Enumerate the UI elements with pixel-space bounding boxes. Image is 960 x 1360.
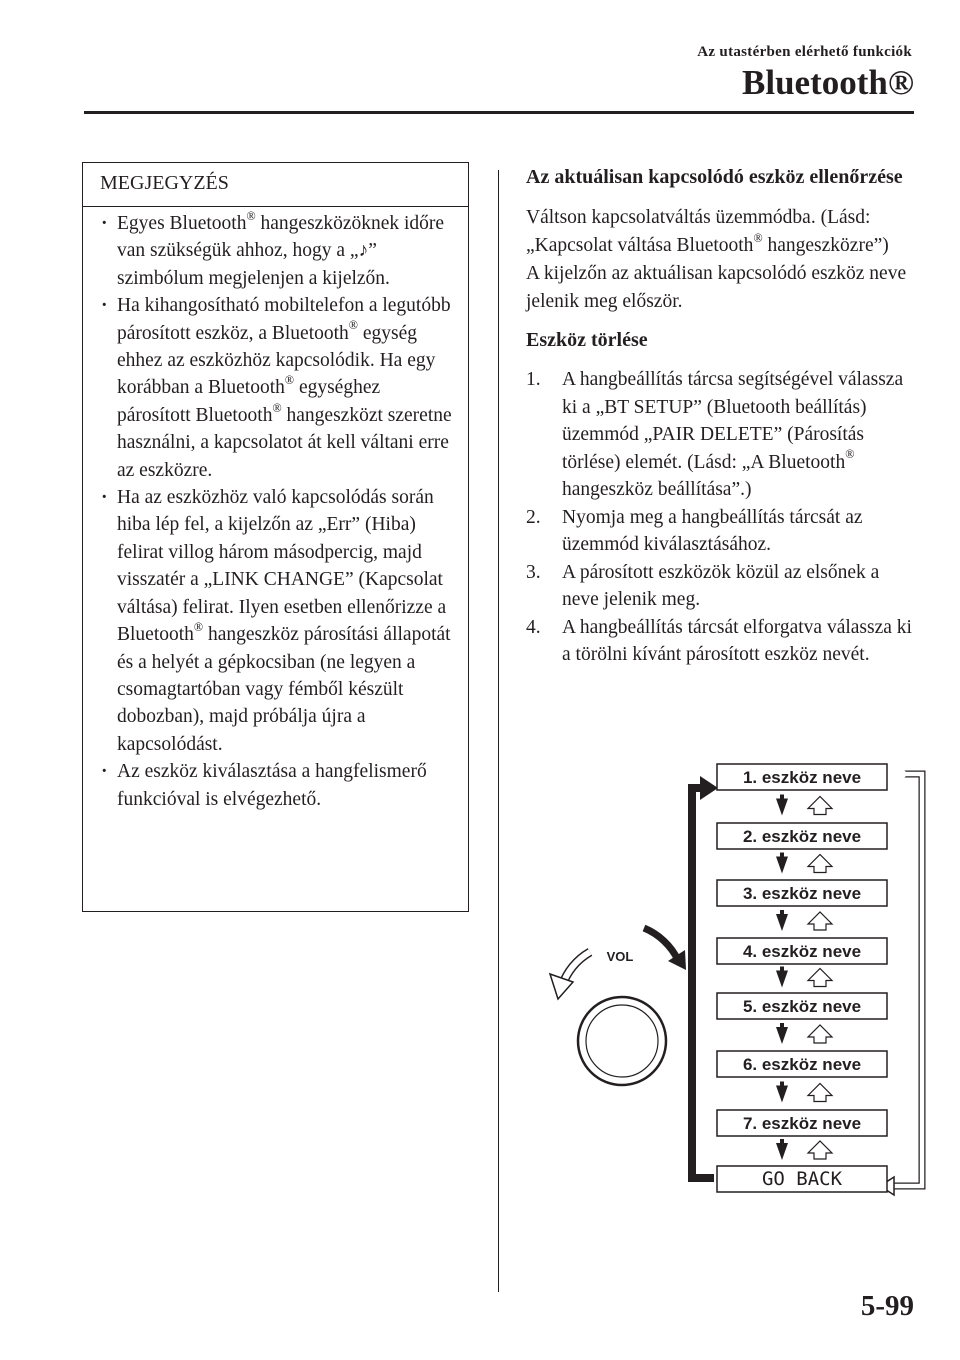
arrow-down-icon xyxy=(776,971,788,988)
step-number: 2. xyxy=(526,506,541,528)
arrow-up-icon xyxy=(808,1084,832,1102)
arrow-down-stem xyxy=(780,1023,784,1029)
column-divider xyxy=(498,170,499,1292)
section1-paragraph-1: Váltson kapcsolatváltás üzemmódba. (Lásd: „Kapcsolat váltása Bluetooth® hangeszközre”) xyxy=(526,207,889,256)
arrow-down-icon xyxy=(776,857,788,874)
section1-paragraph-2: A kijelzőn az aktuálisan kapcsolódó eszköz neve jelenik meg először. xyxy=(526,263,907,312)
registered-mark: ® xyxy=(246,208,256,223)
device-name-label: 3. eszköz neve xyxy=(742,884,862,903)
note-bullet: · Ha az eszközhöz való kapcsolódás során hiba lép fel, a kijelzőn az „Err” (Hiba) felirat villog három másodpercig, majd visszatér a „LINK CHANGE” (Kapcsolat váltása) felirat. Ilyen esetben ellenőrizze a Bluetooth® hangeszköz párosítási állapotát és a helyét a gépkocsiban (ne legyen a csomagtartóban vagy fémből készült dobozban), majd próbálja újra a kapcsolódást. xyxy=(83,484,458,758)
registered-mark: ® xyxy=(284,373,295,388)
header-section: Az utastérben elérhető funkciók xyxy=(697,44,912,60)
note-bullet: · Ha kihangosítható mobiltelefon a legutóbb párosított eszköz, a Bluetooth® egység ehhez az eszközhöz kapcsolódik. Ha egy korábban a Bluetooth® egységhez párosított Bluetooth® hangeszközt szeretne használni, a kapcsolatot át kell váltani erre az eszközre. xyxy=(83,292,458,484)
step-item xyxy=(526,366,916,504)
arrow-down-icon xyxy=(776,914,788,931)
step-text: A hangbeállítás tárcsa segítségével válassza ki a „BT SETUP” (Bluetooth beállítás) üzemmód „PAIR DELETE” (Párosítás törlése) elemét. (Lásd: „A Bluetooth® hangeszköz beállítása”.) xyxy=(562,369,904,500)
note-bullet: · Az eszköz kiválasztása a hangfelismerő funkcióval is elvégezhető. xyxy=(83,758,458,813)
note-title: MEGJEGYZÉS xyxy=(83,163,468,207)
note-box xyxy=(82,162,469,912)
arrow-down-icon xyxy=(776,1086,788,1103)
note-body xyxy=(83,210,468,813)
rotate-right-arrow-icon xyxy=(644,928,686,970)
arrow-down-stem xyxy=(780,853,784,859)
step-text: A hangbeállítás tárcsát elforgatva válassza ki a törölni kívánt párosított eszköz nevét. xyxy=(562,616,912,665)
device-name-label: 2. eszköz neve xyxy=(742,827,862,846)
step-number: 3. xyxy=(526,561,541,583)
section1-heading: Az aktuálisan kapcsolódó eszköz ellenőrzése xyxy=(526,166,903,188)
steps-list xyxy=(526,366,916,669)
registered-mark: ® xyxy=(272,400,282,415)
device-name-label: 6. eszköz neve xyxy=(742,1055,862,1074)
arrow-up-icon xyxy=(808,1025,832,1043)
step-item xyxy=(526,614,916,669)
arrow-down-icon xyxy=(776,1143,788,1160)
arrow-down-stem xyxy=(780,910,784,916)
arrow-up-icon xyxy=(808,912,832,930)
rotate-left-arrow-icon xyxy=(550,952,590,999)
header-title: Bluetooth® xyxy=(742,63,914,102)
page-number: 5-99 xyxy=(860,1290,914,1322)
section2-heading: Eszköz törlése xyxy=(526,329,648,351)
arrow-up-icon xyxy=(808,797,832,815)
dial-diagram xyxy=(540,756,940,1206)
arrow-up-icon xyxy=(808,855,832,873)
device-name-label: 5. eszköz neve xyxy=(742,997,862,1016)
arrow-down-stem xyxy=(780,967,784,973)
device-name-label: 1. eszköz neve xyxy=(742,768,862,787)
arrow-up-icon xyxy=(808,969,832,987)
step-item xyxy=(526,559,916,614)
go-back-label: GO BACK xyxy=(761,1168,843,1190)
vol-knob xyxy=(578,949,666,1085)
right-column xyxy=(526,162,916,669)
arrow-down-icon xyxy=(776,1027,788,1044)
arrow-down-stem xyxy=(780,1139,784,1145)
registered-mark: ® xyxy=(348,318,358,333)
step-text: A párosított eszközök közül az elsőnek a neve jelenik meg. xyxy=(562,561,880,610)
scroll-down-bracket xyxy=(688,776,718,1182)
note-bullet: · Egyes Bluetooth® hangeszközöknek időre van szükségük ahhoz, hogy a „♪” szimbólum megjelenjen a kijelzőn. xyxy=(83,210,458,292)
device-name-label: 7. eszköz neve xyxy=(742,1114,862,1133)
vol-label: VOL xyxy=(606,949,634,964)
header-rule xyxy=(84,111,914,114)
arrow-down-stem xyxy=(780,795,784,801)
step-text: Nyomja meg a hangbeállítás tárcsát az üzemmód kiválasztásához. xyxy=(562,506,863,555)
step-item xyxy=(526,504,916,559)
arrow-down-stem xyxy=(780,1082,784,1088)
registered-mark: ® xyxy=(845,447,855,462)
device-name-label: 4. eszköz neve xyxy=(742,942,862,961)
arrow-down-icon xyxy=(776,799,788,816)
music-note-icon: ♪ xyxy=(358,240,369,262)
step-number: 4. xyxy=(526,616,541,638)
step-number: 1. xyxy=(526,369,541,390)
registered-mark: ® xyxy=(753,230,763,245)
registered-mark: ® xyxy=(193,619,204,634)
arrow-up-icon xyxy=(808,1141,832,1159)
